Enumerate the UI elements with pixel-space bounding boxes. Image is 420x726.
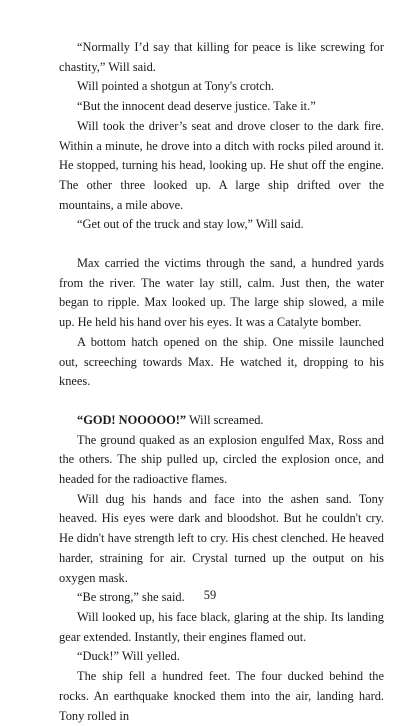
paragraph: “Normally I’d say that killing for peace is like screwing for chastity,” Will said.: [59, 40, 384, 74]
paragraph: The ship fell a hundred feet. The four ducked behind the rocks. An earthquake knocked them into the air, landing hard. Tony rolled in: [59, 669, 384, 723]
paragraph: Will pointed a shotgun at Tony's crotch.: [77, 79, 275, 94]
paragraph: Max carried the victims through the sand, a hundred yards from the river. The water lay still, calm. Just then, the water began to ripple. Max looked up. The large ship slowed, a mile up. He held his hand over his eyes. It was a Catalyte bomber.: [59, 256, 384, 330]
paragraph: “Be strong,” she said.: [77, 590, 185, 605]
paragraph: “But the innocent dead deserve justice. Take it.”: [77, 99, 316, 114]
page-number: 59: [203, 588, 217, 602]
paragraph: “Duck!” Will yelled.: [77, 649, 180, 664]
paragraph: “Get out of the truck and stay low,” Will said.: [77, 217, 304, 232]
paragraph: Will took the driver’s seat and drove closer to the dark fire. Within a minute, he drove into a ditch with rocks piled around it. He stopped, turning his head, looking up. He shut off the engine. The other three looked up. A large ship drifted over the mountains, a mile above.: [59, 118, 384, 212]
shout-attribution: Will screamed.: [188, 412, 264, 427]
paragraph: A bottom hatch opened on the ship. One missile launched out, screeching towards Max. He watched it, dropping to his knees.: [59, 334, 384, 389]
paragraph: The ground quaked as an explosion engulfed Max, Ross and the others. The ship pulled up, circled the explosion once, and headed for the radioactive flames.: [59, 432, 384, 487]
paragraph: Will looked up, his face black, glaring at the ship. Its landing gear extended. Instantly, their engines flamed out.: [59, 609, 384, 644]
body-text: [59, 38, 384, 726]
paragraph-shout: [59, 411, 384, 431]
shout-text: “GOD! NOOOOO!”: [77, 412, 187, 427]
paragraph: Will dug his hands and face into the ashen sand. Tony heaved. His eyes were dark and bloodshot. But he couldn't cry. He didn't have strength left to cry. His chest clenched. He heaved harder, straining for air. Crystal turned up the output on his oxygen mask.: [59, 491, 384, 585]
